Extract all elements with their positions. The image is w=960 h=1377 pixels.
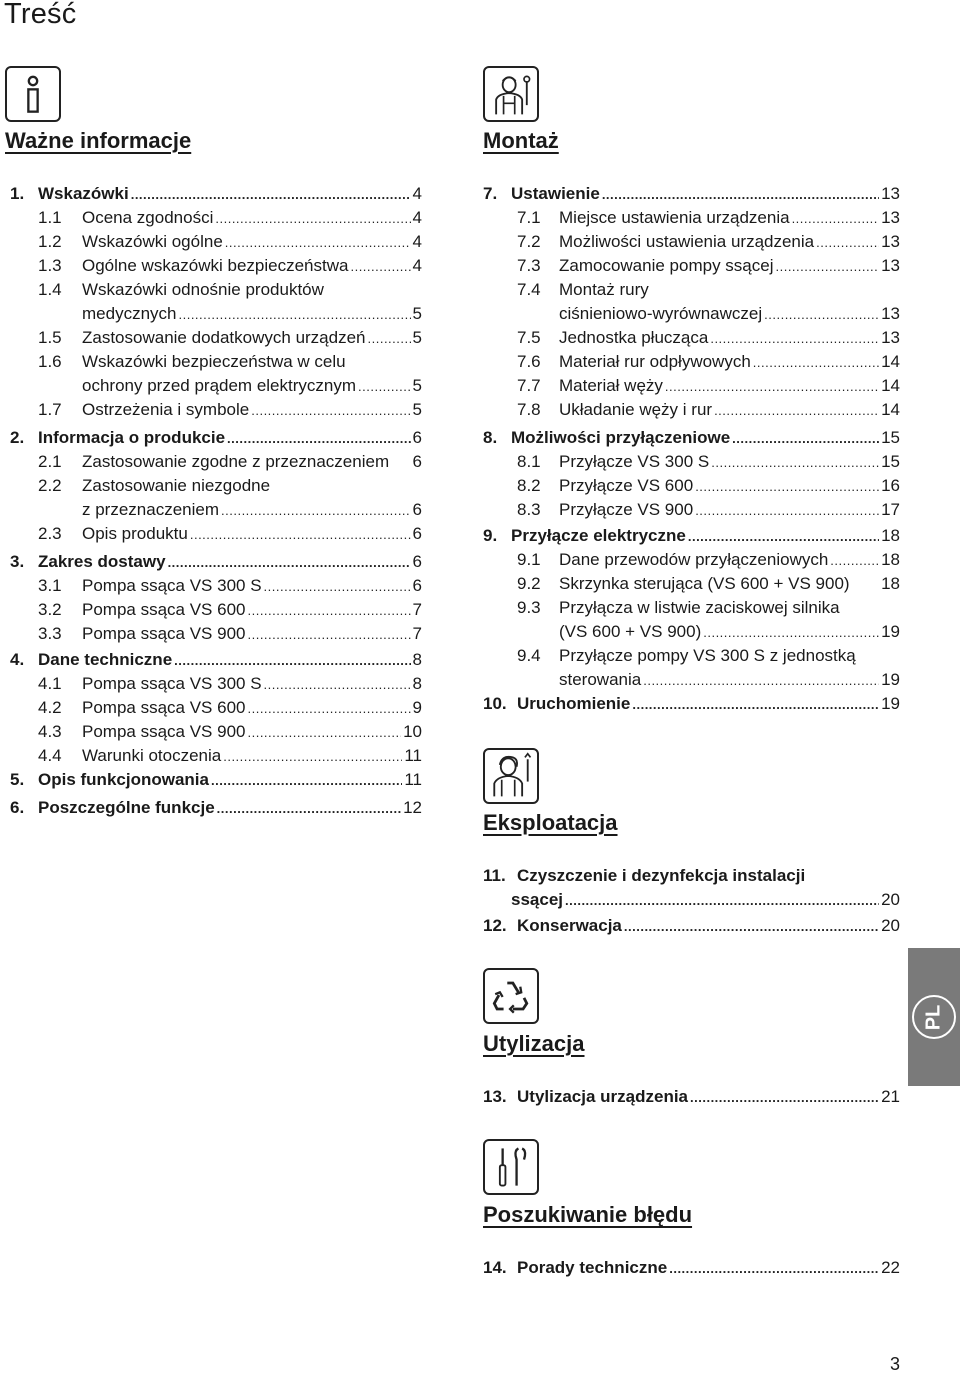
- toc-entry-number: 7.7: [517, 376, 541, 395]
- toc-entry[interactable]: [483, 474, 900, 498]
- toc-entry[interactable]: [483, 914, 900, 938]
- toc-entry-page: 14: [881, 376, 900, 395]
- toc-entry-page: 15: [881, 428, 900, 447]
- toc-entry-title: Ostrzeżenia i symbole: [82, 400, 250, 419]
- toc-entry-number: 1.: [10, 184, 25, 203]
- toc-entry-title: Konserwacja: [517, 916, 622, 935]
- toc-entry-page: 13: [881, 208, 900, 227]
- toc-entry[interactable]: [10, 598, 422, 622]
- toc-entry-number: 2.: [10, 428, 25, 447]
- toc-entry[interactable]: [483, 450, 900, 474]
- toc-entry-number: 7.1: [517, 208, 541, 227]
- toc-leader-dots: [665, 375, 879, 399]
- toc-entry-number: 1.7: [38, 400, 62, 419]
- toc-leader-dots: [368, 327, 411, 351]
- toc-entry-number: 2.3: [38, 524, 62, 543]
- toc-entry[interactable]: [10, 696, 422, 720]
- toc-leader-dots: [225, 231, 411, 255]
- toc-entry-page: 22: [881, 1258, 900, 1277]
- toc-leader-dots: [247, 623, 410, 647]
- toc-entry-number: 9.2: [517, 574, 541, 593]
- info-icon: [5, 66, 61, 122]
- toc-eksploatacja: [483, 864, 900, 944]
- toc-leader-dots: [816, 231, 879, 255]
- toc-entry[interactable]: [10, 206, 422, 230]
- toc-entry-page: 7: [412, 600, 422, 619]
- toc-entry-number: 2.1: [38, 452, 62, 471]
- toc-entry-number: 14.: [483, 1258, 507, 1277]
- toc-entry-page: 18: [881, 526, 900, 545]
- toc-leader-dots: [669, 1257, 879, 1281]
- toc-entry-number: 8.1: [517, 452, 541, 471]
- section-heading-bledy: Poszukiwanie błędu: [483, 1202, 693, 1227]
- toc-entry-number: 7.4: [517, 280, 541, 299]
- toc-entry[interactable]: [10, 398, 422, 422]
- section-heading-montaz: Montaż: [483, 128, 559, 153]
- toc-entry-title: Ogólne wskazówki bezpieczeństwa: [82, 256, 349, 275]
- toc-entry-number: 10.: [483, 694, 507, 713]
- installer-icon: [483, 66, 539, 122]
- toc-utylizacja: [483, 1085, 900, 1113]
- toc-entry[interactable]: [10, 182, 422, 206]
- toc-leader-dots: [703, 621, 879, 645]
- toc-entry-number: 3.2: [38, 600, 62, 619]
- toc-left: [10, 182, 422, 822]
- toc-entry[interactable]: [10, 230, 422, 254]
- toc-entry-title: Pompa ssąca VS 300 S: [82, 576, 262, 595]
- toc-entry-title: (VS 600 + VS 900): [559, 622, 702, 641]
- operator-icon: [483, 748, 539, 804]
- toc-entry-number: 12.: [483, 916, 507, 935]
- toc-entry[interactable]: [483, 302, 900, 326]
- toc-leader-dots: [178, 303, 410, 327]
- toc-entry[interactable]: [10, 720, 422, 744]
- section-heading-info: Ważne informacje: [5, 128, 192, 153]
- toc-entry-title: Uruchomienie: [517, 694, 631, 713]
- toc-entry-page: 21: [881, 1087, 900, 1106]
- toc-leader-dots: [264, 673, 411, 697]
- toc-leader-dots: [247, 599, 410, 623]
- toc-entry-title: z przeznaczeniem: [82, 500, 220, 519]
- toc-entry-page: 5: [412, 400, 422, 419]
- toc-leader-dots: [227, 427, 410, 451]
- toc-entry[interactable]: [483, 350, 900, 374]
- toc-entry-title: Czyszczenie i dezynfekcja instalacji: [517, 866, 806, 885]
- recycle-icon: [483, 968, 539, 1024]
- toc-entry[interactable]: [483, 254, 900, 278]
- toc-entry-number: 4.: [10, 650, 25, 669]
- toc-entry-page: 6: [412, 428, 422, 447]
- toc-leader-dots: [695, 499, 879, 523]
- toc-entry[interactable]: [10, 622, 422, 646]
- toc-entry-number: 1.1: [38, 208, 62, 227]
- toc-entry-number: 11.: [483, 866, 506, 885]
- toc-montaz: [483, 182, 900, 722]
- toc-entry-page: 8: [412, 674, 422, 693]
- toc-entry-page: 6: [412, 452, 422, 471]
- toc-entry-title: Przyłącza w listwie zaciskowej silnika: [559, 598, 840, 617]
- toc-leader-dots: [251, 399, 410, 423]
- toc-entry[interactable]: [10, 326, 422, 350]
- toc-entry[interactable]: [483, 426, 900, 450]
- toc-entry-number: 7.8: [517, 400, 541, 419]
- toc-leader-dots: [753, 351, 879, 375]
- toc-entry-page: 11: [404, 746, 422, 765]
- toc-entry-number: 9.1: [517, 550, 541, 569]
- toc-leader-dots: [710, 327, 879, 351]
- toc-entry[interactable]: [10, 550, 422, 574]
- toc-entry-title: Opis produktu: [82, 524, 188, 543]
- toc-entry-number: 6.: [10, 798, 25, 817]
- section-heading-eksploatacja: Eksploatacja: [483, 810, 618, 835]
- toc-entry-number: 7.: [483, 184, 498, 203]
- toc-entry-number: 9.3: [517, 598, 541, 617]
- toc-entry-title: Wskazówki bezpieczeństwa w celu: [82, 352, 346, 371]
- toc-leader-dots: [714, 399, 879, 423]
- toc-entry-number: 4.3: [38, 722, 62, 741]
- toc-entry[interactable]: [10, 374, 422, 398]
- toc-entry-title: Możliwości ustawienia urządzenia: [559, 232, 815, 251]
- toc-entry-page: 12: [403, 798, 422, 817]
- toc-entry-title: Montaż rury: [559, 280, 649, 299]
- toc-entry-page: 15: [881, 452, 900, 471]
- toc-entry[interactable]: [10, 648, 422, 672]
- toc-entry-number: 7.5: [517, 328, 541, 347]
- toc-entry[interactable]: [483, 888, 900, 912]
- toc-entry-title: Układanie węży i rur: [559, 400, 713, 419]
- toc-entry-number: 3.3: [38, 624, 62, 643]
- section-heading-utylizacja: Utylizacja: [483, 1031, 585, 1056]
- toc-leader-dots: [830, 549, 879, 573]
- toc-leader-dots: [775, 255, 879, 279]
- toc-entry[interactable]: [10, 350, 422, 374]
- toc-entry-title: Przyłącze VS 900: [559, 500, 694, 519]
- toc-entry-title: Przyłącze VS 300 S: [559, 452, 710, 471]
- toc-entry-title: medycznych: [82, 304, 177, 323]
- tools-icon: [483, 1139, 539, 1195]
- toc-leader-dots: [602, 183, 879, 207]
- toc-leader-dots: [695, 475, 879, 499]
- toc-entry[interactable]: [10, 574, 422, 598]
- toc-entry[interactable]: [483, 864, 900, 888]
- toc-entry[interactable]: [10, 768, 422, 792]
- toc-entry-page: 10: [403, 722, 422, 741]
- toc-entry-number: 9.4: [517, 646, 541, 665]
- toc-entry[interactable]: [483, 548, 900, 572]
- toc-entry-page: 13: [881, 304, 900, 323]
- toc-entry-title: Zamocowanie pompy ssącej: [559, 256, 774, 275]
- toc-entry[interactable]: [483, 398, 900, 422]
- toc-entry-number: 1.6: [38, 352, 62, 371]
- toc-entry-page: 9: [412, 698, 422, 717]
- toc-entry-number: 7.2: [517, 232, 541, 251]
- toc-entry-title: Wskazówki odnośnie produktów: [82, 280, 324, 299]
- toc-leader-dots: [190, 523, 411, 547]
- toc-leader-dots: [215, 207, 410, 231]
- toc-leader-dots: [223, 745, 402, 769]
- toc-leader-dots: [643, 669, 879, 693]
- toc-leader-dots: [211, 769, 402, 793]
- toc-entry-page: 6: [412, 524, 422, 543]
- toc-entry[interactable]: [483, 596, 900, 620]
- toc-entry[interactable]: [10, 302, 422, 326]
- toc-entry[interactable]: [483, 644, 900, 668]
- toc-entry-title: Dane przewodów przyłączeniowych: [559, 550, 829, 569]
- toc-entry-number: 1.5: [38, 328, 62, 347]
- toc-entry-page: 18: [881, 574, 900, 593]
- toc-entry-page: 16: [881, 476, 900, 495]
- toc-entry[interactable]: [483, 668, 900, 692]
- toc-entry[interactable]: [483, 278, 900, 302]
- toc-entry-page: 19: [881, 622, 900, 641]
- toc-entry-number: 1.2: [38, 232, 62, 251]
- toc-entry-number: 3.: [10, 552, 25, 571]
- toc-entry-title: Przyłącze pompy VS 300 S z jednostką: [559, 646, 856, 665]
- toc-entry-title: Ocena zgodności: [82, 208, 214, 227]
- toc-entry-title: Porady techniczne: [517, 1258, 668, 1277]
- toc-leader-dots: [247, 721, 401, 745]
- toc-entry-title: Pompa ssąca VS 600: [82, 600, 246, 619]
- toc-entry-page: 19: [881, 694, 900, 713]
- toc-entry-page: 4: [412, 208, 422, 227]
- toc-entry-page: 4: [412, 232, 422, 251]
- toc-entry-title: Opis funkcjonowania: [38, 770, 209, 789]
- toc-entry-number: 5.: [10, 770, 25, 789]
- toc-entry-number: 7.6: [517, 352, 541, 371]
- toc-entry-page: 5: [412, 376, 422, 395]
- toc-entry-page: 6: [412, 576, 422, 595]
- toc-entry[interactable]: [10, 498, 422, 522]
- toc-entry-page: 13: [881, 232, 900, 251]
- toc-entry-number: 4.1: [38, 674, 62, 693]
- toc-entry-title: Skrzynka sterująca (VS 600 + VS 900): [559, 574, 850, 593]
- toc-leader-dots: [358, 375, 411, 399]
- page-number: 3: [890, 1354, 901, 1374]
- toc-entry-title: Wskazówki: [38, 184, 129, 203]
- toc-leader-dots: [624, 915, 879, 939]
- toc-leader-dots: [792, 207, 880, 231]
- toc-entry[interactable]: [10, 522, 422, 546]
- toc-entry-number: 13.: [483, 1087, 507, 1106]
- toc-leader-dots: [168, 551, 411, 575]
- toc-entry-title: ciśnieniowo-wyrównawczej: [559, 304, 763, 323]
- toc-entry-title: Utylizacja urządzenia: [517, 1087, 689, 1106]
- toc-entry-page: 13: [881, 184, 900, 203]
- toc-entry-title: Materiał węży: [559, 376, 663, 395]
- toc-entry-title: Przyłącze VS 600: [559, 476, 694, 495]
- toc-entry[interactable]: [483, 1256, 900, 1280]
- toc-entry-page: 6: [412, 552, 422, 571]
- toc-entry-page: 18: [881, 550, 900, 569]
- toc-entry-title: Warunki otoczenia: [82, 746, 222, 765]
- toc-leader-dots: [632, 693, 879, 717]
- language-badge: PL: [912, 995, 956, 1039]
- toc-entry-page: 5: [412, 328, 422, 347]
- toc-entry-title: Przyłącze elektryczne: [511, 526, 686, 545]
- toc-entry-page: 6: [412, 500, 422, 519]
- toc-leader-dots: [764, 303, 879, 327]
- toc-entry[interactable]: [483, 182, 900, 206]
- toc-entry-title: ssącej: [511, 890, 563, 909]
- toc-entry[interactable]: [10, 474, 422, 498]
- toc-entry-title: Materiał rur odpływowych: [559, 352, 751, 371]
- toc-leader-dots: [174, 649, 410, 673]
- toc-entry-title: Wskazówki ogólne: [82, 232, 223, 251]
- toc-entry[interactable]: [483, 374, 900, 398]
- toc-entry-title: Pompa ssąca VS 900: [82, 624, 246, 643]
- toc-leader-dots: [711, 451, 879, 475]
- toc-leader-dots: [350, 255, 410, 279]
- toc-entry[interactable]: [483, 620, 900, 644]
- toc-entry-page: 5: [412, 304, 422, 323]
- toc-entry-title: Pompa ssąca VS 600: [82, 698, 246, 717]
- toc-entry-title: Pompa ssąca VS 900: [82, 722, 246, 741]
- toc-entry-title: Zakres dostawy: [38, 552, 166, 571]
- toc-entry-number: 1.3: [38, 256, 62, 275]
- toc-entry-page: 20: [881, 890, 900, 909]
- toc-entry-number: 3.1: [38, 576, 62, 595]
- toc-entry-number: 1.4: [38, 280, 62, 299]
- toc-entry-title: Zastosowanie dodatkowych urządzeń: [82, 328, 366, 347]
- toc-entry-title: Dane techniczne: [38, 650, 173, 669]
- toc-entry-page: 13: [881, 256, 900, 275]
- toc-entry[interactable]: [483, 1085, 900, 1109]
- toc-entry-page: 14: [881, 400, 900, 419]
- toc-entry[interactable]: [10, 450, 422, 474]
- toc-entry[interactable]: [483, 206, 900, 230]
- toc-entry-number: 7.3: [517, 256, 541, 275]
- toc-entry-number: 9.: [483, 526, 498, 545]
- toc-entry-page: 13: [881, 328, 900, 347]
- toc-entry[interactable]: [483, 692, 900, 716]
- toc-entry[interactable]: [483, 498, 900, 522]
- toc-entry-page: 4: [412, 184, 422, 203]
- toc-entry-number: 8.: [483, 428, 498, 447]
- toc-entry-page: 8: [412, 650, 422, 669]
- toc-leader-dots: [565, 889, 879, 913]
- toc-entry-title: Jednostka płucząca: [559, 328, 709, 347]
- toc-entry-title: Zastosowanie niezgodne: [82, 476, 271, 495]
- toc-entry-number: 4.2: [38, 698, 62, 717]
- toc-entry-title: Informacja o produkcie: [38, 428, 226, 447]
- toc-leader-dots: [688, 525, 879, 549]
- toc-entry-title: Możliwości przyłączeniowe: [511, 428, 731, 447]
- toc-leader-dots: [131, 183, 411, 207]
- toc-entry-number: 8.2: [517, 476, 541, 495]
- toc-entry-title: ochrony przed prądem elektrycznym: [82, 376, 357, 395]
- toc-entry-page: 11: [404, 770, 422, 789]
- toc-leader-dots: [221, 499, 411, 523]
- toc-entry-number: 4.4: [38, 746, 62, 765]
- toc-entry[interactable]: [483, 230, 900, 254]
- toc-entry-page: 20: [881, 916, 900, 935]
- toc-entry[interactable]: [10, 254, 422, 278]
- toc-leader-dots: [690, 1086, 879, 1110]
- toc-leader-dots: [247, 697, 410, 721]
- toc-entry-number: 8.3: [517, 500, 541, 519]
- toc-leader-dots: [732, 427, 879, 451]
- toc-entry-title: sterowania: [559, 670, 642, 689]
- toc-entry[interactable]: [483, 524, 900, 548]
- toc-entry-page: 4: [412, 256, 422, 275]
- toc-bledy: [483, 1256, 900, 1284]
- toc-entry[interactable]: [10, 796, 422, 820]
- toc-entry[interactable]: [10, 672, 422, 696]
- toc-entry[interactable]: [483, 326, 900, 350]
- toc-entry-page: 7: [412, 624, 422, 643]
- toc-leader-dots: [217, 797, 401, 821]
- toc-entry-page: 19: [881, 670, 900, 689]
- toc-entry-title: Zastosowanie zgodne z przeznaczeniem: [82, 452, 390, 471]
- toc-entry-number: 2.2: [38, 476, 62, 495]
- toc-entry-title: Ustawienie: [511, 184, 600, 203]
- toc-entry[interactable]: [10, 426, 422, 450]
- toc-entry-title: Pompa ssąca VS 300 S: [82, 674, 262, 693]
- toc-entry-title: Miejsce ustawienia urządzenia: [559, 208, 790, 227]
- toc-entry-page: 17: [881, 500, 900, 519]
- toc-leader-dots: [264, 575, 411, 599]
- toc-entry[interactable]: [483, 572, 900, 596]
- toc-entry[interactable]: [10, 278, 422, 302]
- toc-entry[interactable]: [10, 744, 422, 768]
- toc-entry-title: Poszczególne funkcje: [38, 798, 215, 817]
- toc-entry-page: 14: [881, 352, 900, 371]
- page-title: Treść: [4, 0, 77, 30]
